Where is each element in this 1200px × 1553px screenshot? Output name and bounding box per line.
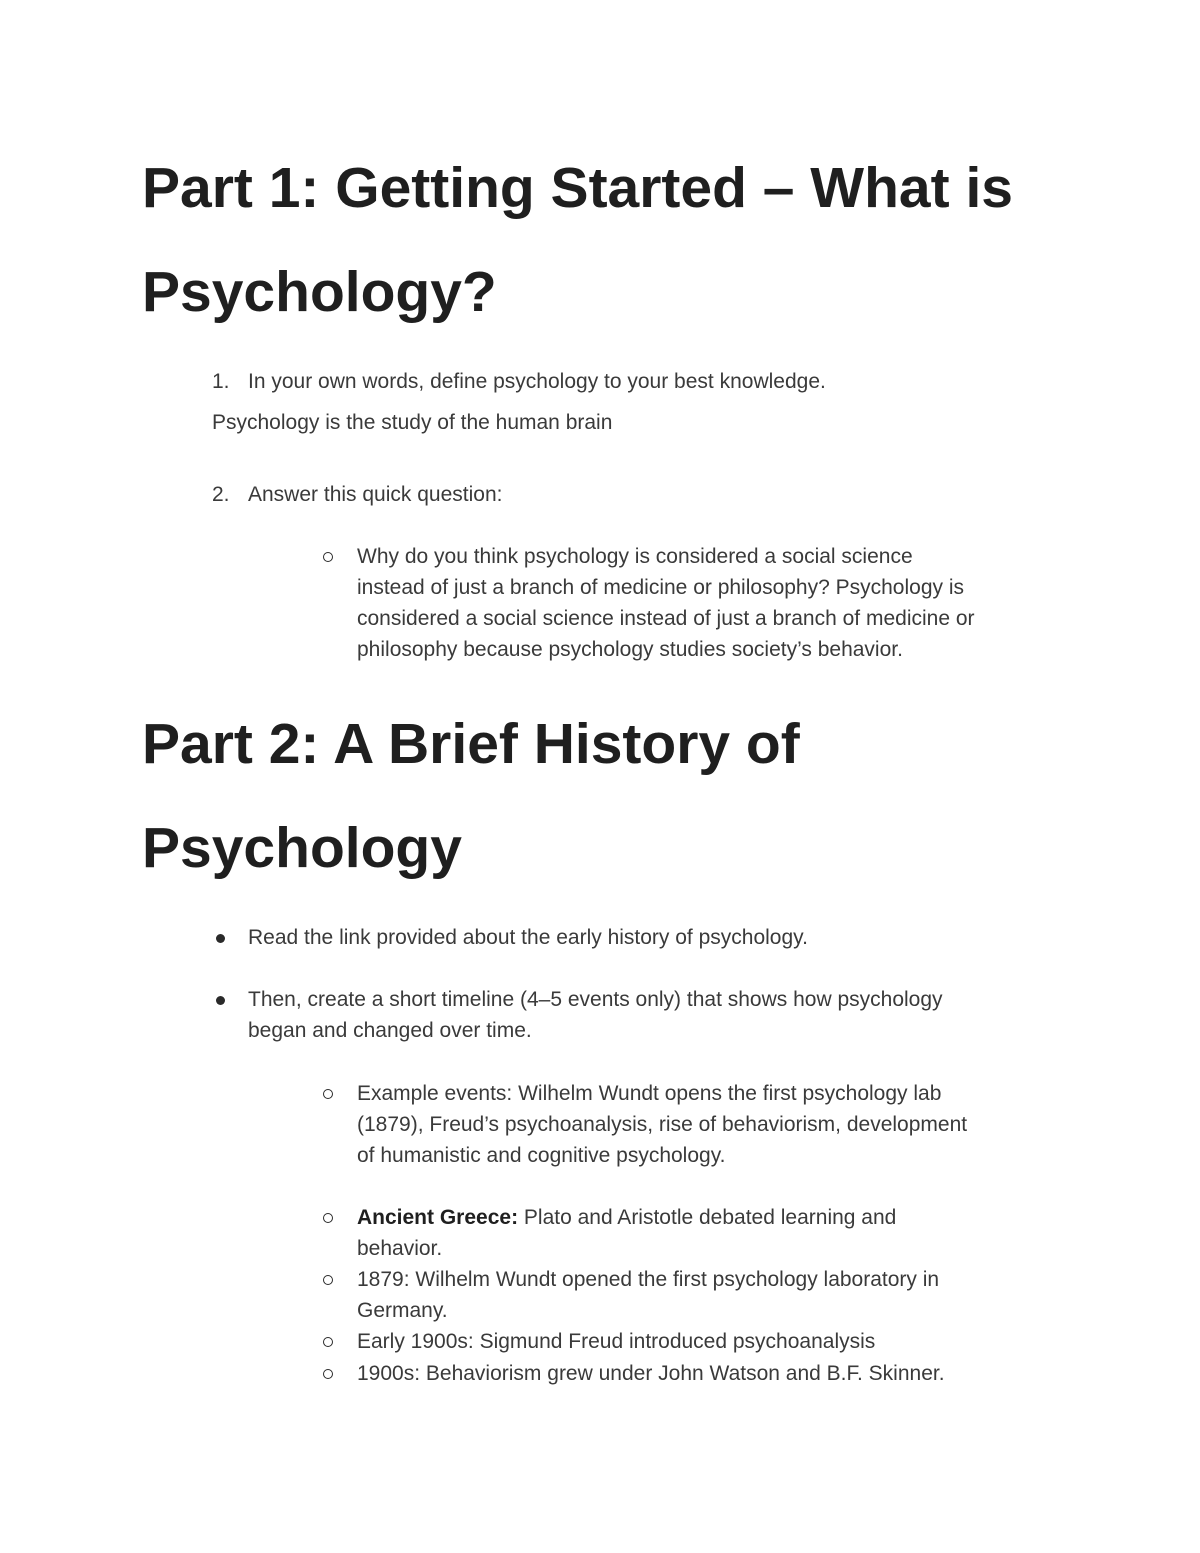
hollow-bullet-icon	[323, 1089, 333, 1099]
question-2-sub-line: philosophy because psychology studies society’s behavior.	[357, 638, 903, 661]
part2-heading-line2: Psychology	[142, 816, 462, 880]
part1-heading-line1: Part 1: Getting Started – What is	[142, 156, 1013, 220]
question-2-sub-line: instead of just a branch of medicine or philosophy? Psychology is	[357, 576, 965, 599]
question-2-text: Answer this quick question:	[248, 483, 503, 506]
bullet-read-link: Read the link provided about the early history of psychology.	[248, 926, 808, 949]
question-1-answer: Psychology is the study of the human brain	[212, 411, 613, 434]
timeline-greece-line1	[357, 1202, 896, 1233]
question-2-sub-line: Why do you think psychology is considered a social science	[357, 545, 913, 568]
part2-heading-line1: Part 2: A Brief History of	[142, 712, 800, 776]
question-number: 1.	[212, 370, 230, 393]
timeline-wundt-line1: 1879: Wilhelm Wundt opened the first psychology laboratory in	[357, 1268, 940, 1291]
timeline-behaviorism: 1900s: Behaviorism grew under John Watson and B.F. Skinner.	[357, 1362, 945, 1385]
bullet-timeline-line: began and changed over time.	[248, 1019, 532, 1042]
hollow-bullet-icon	[323, 1337, 333, 1347]
example-events-line: of humanistic and cognitive psychology.	[357, 1144, 726, 1167]
hollow-bullet-icon	[323, 1213, 333, 1223]
timeline-wundt-line2: Germany.	[357, 1299, 448, 1322]
question-1-text: In your own words, define psychology to your best knowledge.	[248, 370, 826, 393]
example-events-line: (1879), Freud’s psychoanalysis, rise of behaviorism, development	[357, 1113, 968, 1136]
question-2-sub-line: considered a social science instead of just a branch of medicine or	[357, 607, 975, 630]
timeline-freud: Early 1900s: Sigmund Freud introduced psychoanalysis	[357, 1330, 876, 1353]
hollow-bullet-icon	[323, 1369, 333, 1379]
filled-bullet-icon	[216, 996, 225, 1005]
timeline-greece-text: Plato and Aristotle debated learning and	[518, 1206, 897, 1229]
bullet-timeline-line: Then, create a short timeline (4–5 events only) that shows how psychology	[248, 988, 943, 1011]
timeline-greece-label: Ancient Greece:	[357, 1206, 519, 1229]
hollow-bullet-icon	[323, 1275, 333, 1285]
question-number: 2.	[212, 483, 230, 506]
timeline-greece-line2: behavior.	[357, 1237, 443, 1260]
filled-bullet-icon	[216, 934, 225, 943]
example-events-line: Example events: Wilhelm Wundt opens the first psychology lab	[357, 1082, 942, 1105]
part1-heading-line2: Psychology?	[142, 260, 497, 324]
hollow-bullet-icon	[323, 552, 333, 562]
